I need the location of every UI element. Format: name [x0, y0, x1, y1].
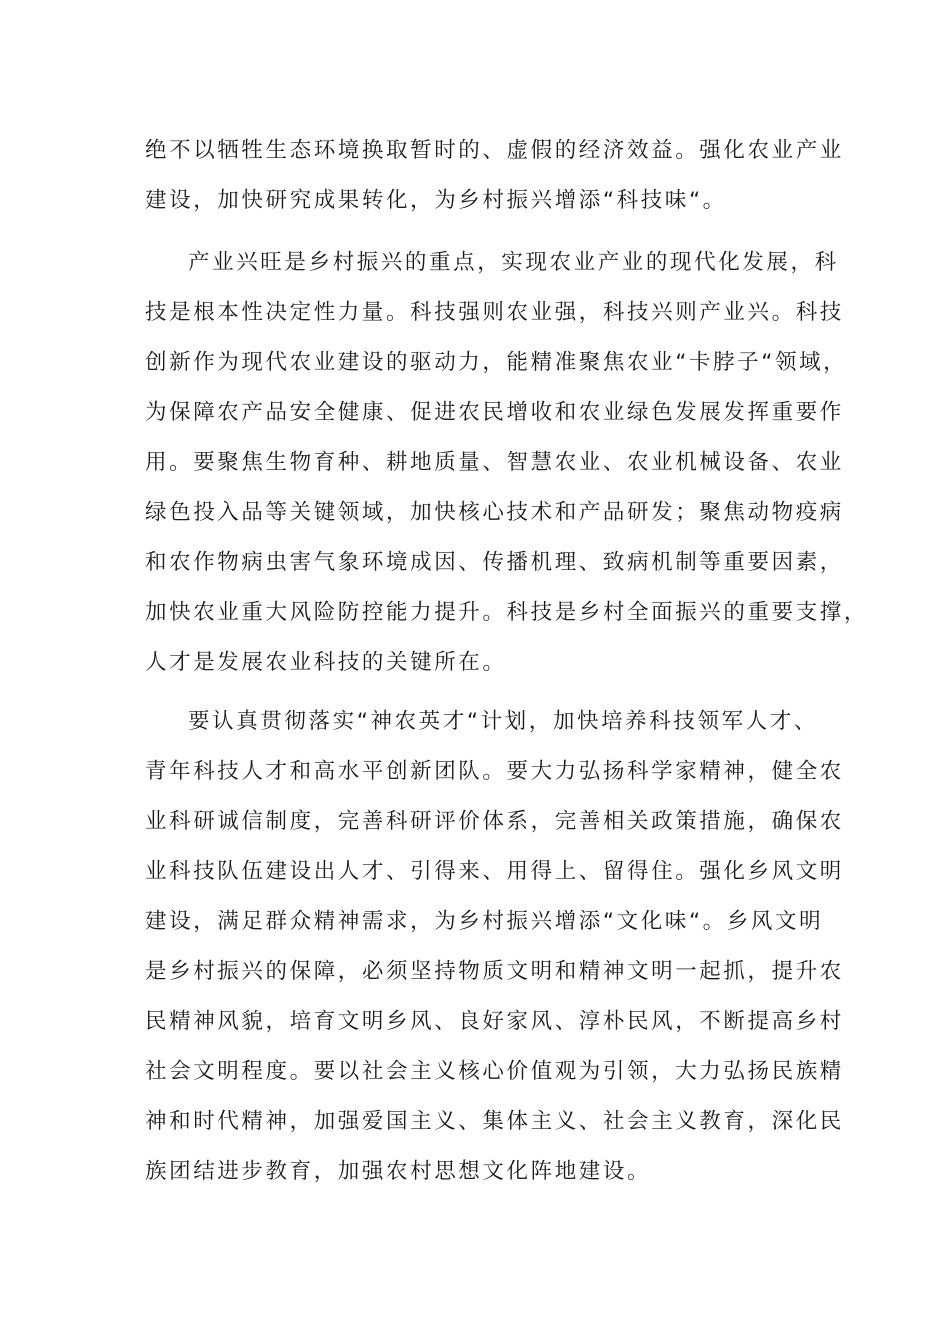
paragraph-line: 业科技队伍建设出人才、引得来、用得上、留得住。强化乡风文明	[145, 859, 844, 884]
paragraph-line: 族团结进步教育，加强农村思想文化阵地建设。	[145, 1159, 652, 1184]
paragraph-line: 民精神风貌，培育文明乡风、良好家风、淳朴民风，不断提高乡村	[145, 1009, 844, 1034]
paragraph-line: 创新作为现代农业建设的驱动力，能精准聚焦农业“卡脖子“领域，	[145, 350, 848, 375]
paragraph-line: 加快农业重大风险防控能力提升。科技是乡村全面振兴的重要支撑，	[145, 600, 869, 625]
paragraph-line: 绝不以牺牲生态环境换取暂时的、虚假的经济效益。强化农业产业	[145, 138, 844, 163]
paragraph-line: 产业兴旺是乡村振兴的重点，实现农业产业的现代化发展，科	[188, 250, 839, 275]
paragraph-line: 用。要聚焦生物育种、耕地质量、智慧农业、农业机械设备、农业	[145, 450, 844, 475]
paragraph-line: 青年科技人才和高水平创新团队。要大力弘扬科学家精神，健全农	[145, 759, 844, 784]
paragraph-1	[145, 126, 844, 226]
paragraph-2	[145, 238, 869, 688]
paragraph-line: 为保障农产品安全健康、促进农民增收和农业绿色发展发挥重要作	[145, 400, 844, 425]
paragraph-line: 要认真贯彻落实“神农英才“计划，加快培养科技领军人才、	[188, 709, 818, 734]
paragraph-line: 绿色投入品等关键领域，加快核心技术和产品研发；聚焦动物疫病	[145, 500, 844, 525]
paragraph-line: 技是根本性决定性力量。科技强则农业强，科技兴则产业兴。科技	[145, 300, 844, 325]
paragraph-line: 和农作物病虫害气象环境成因、传播机理、致病机制等重要因素，	[145, 550, 844, 575]
paragraph-line: 人才是发展农业科技的关键所在。	[145, 650, 507, 675]
paragraph-line: 是乡村振兴的保障，必须坚持物质文明和精神文明一起抓，提升农	[145, 959, 844, 984]
paragraph-3	[145, 697, 844, 1197]
paragraph-line: 神和时代精神，加强爱国主义、集体主义、社会主义教育，深化民	[145, 1109, 844, 1134]
paragraph-line: 建设，加快研究成果转化，为乡村振兴增添“科技味“。	[145, 188, 727, 213]
paragraph-line: 建设，满足群众精神需求，为乡村振兴增添“文化味“。乡风文明	[145, 909, 824, 934]
paragraph-line: 业科研诚信制度，完善科研评价体系，完善相关政策措施，确保农	[145, 809, 844, 834]
paragraph-line: 社会文明程度。要以社会主义核心价值观为引领，大力弘扬民族精	[145, 1059, 844, 1084]
